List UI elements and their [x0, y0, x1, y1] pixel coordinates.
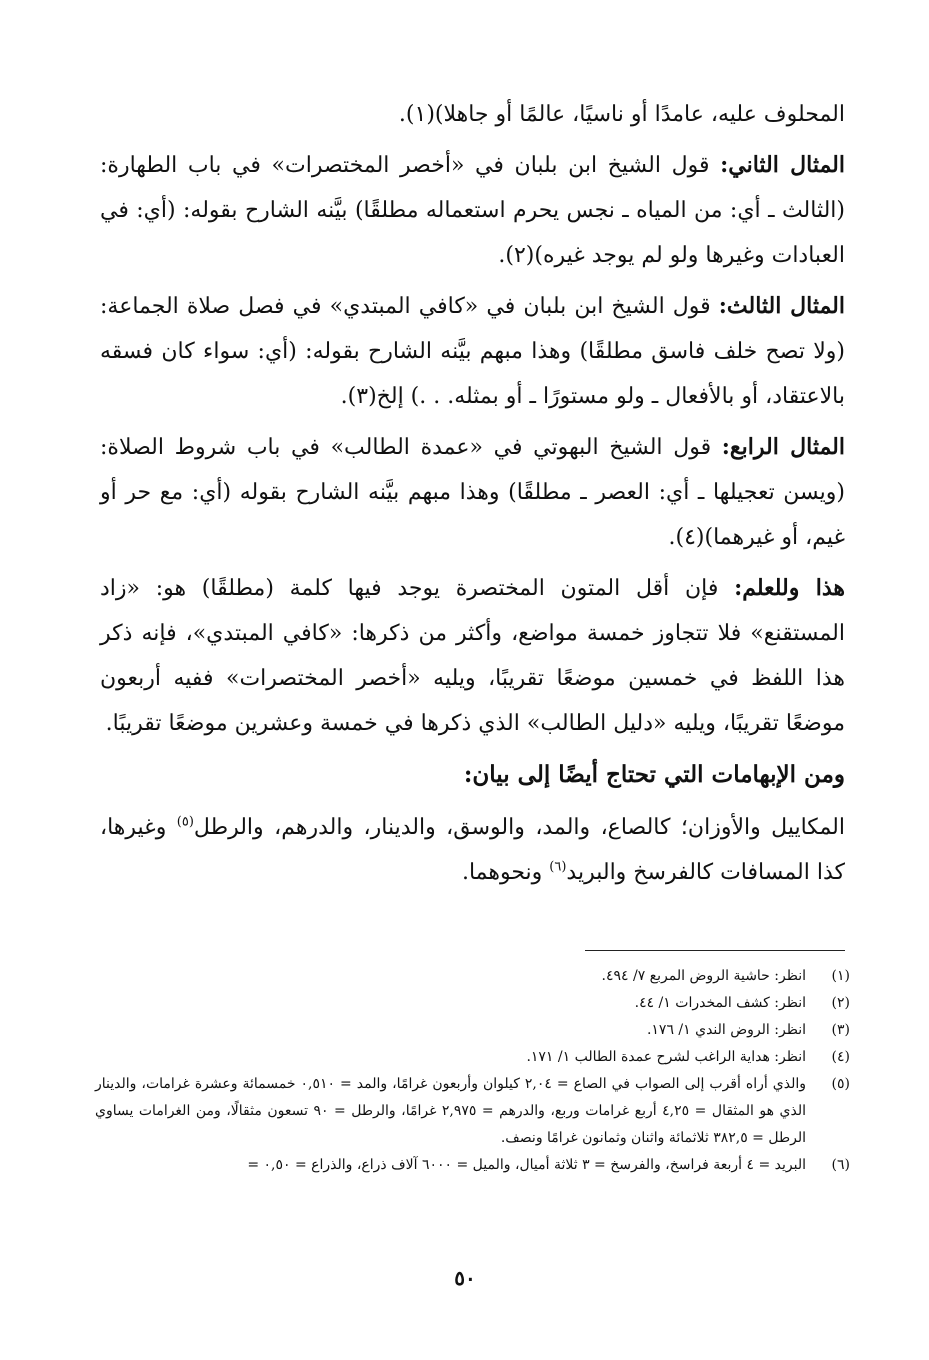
footnote-text: انظر: حاشية الروض المربع ٧/ ٤٩٤. — [601, 968, 806, 984]
footnote-divider — [585, 950, 845, 951]
footnote-text: انظر: الروض الندي ١/ ١٧٦. — [646, 1022, 806, 1038]
note-text: فإن أقل المتون المختصرة يوجد فيها كلمة (مطلقًا) هو: «زاد المستقنع» فلا تتجاوز خمسة مواضع، وأكثر من ذكرها: «كافي المبتدي»، فإنه ذكر هذا اللفظ في خمسين موضعًا تقريبًا، ويليه «أخصر المختصرات» ففيه أربعون موضعًا تقريبًا، ويليه «دليل الطالب» الذي ذكرها في خمسة وعشرين موضعًا تقريبًا. — [100, 576, 845, 736]
footnote-1 — [95, 963, 850, 990]
footnote-5 — [95, 1071, 850, 1152]
measures-text-c: ونحوهما. — [461, 860, 550, 885]
example-2-text: قول الشيخ ابن بلبان في «أخصر المختصرات» في باب الطهارة: (الثالث ـ أي: من المياه ـ نجس يحرم استعماله مطلقًا) بيَّنه الشارح بقوله: (أي: في العبادات وغيرها ولو لم يوجد غيره)(٢). — [100, 153, 845, 268]
paragraph-example-2 — [100, 143, 845, 278]
example-4-lead: المثال الرابع: — [721, 434, 846, 460]
paragraph-note — [100, 566, 845, 746]
footnote-number: (٤) — [831, 1049, 850, 1065]
footnotes — [95, 963, 850, 1179]
footnote-2 — [95, 990, 850, 1017]
paragraph-example-3 — [100, 284, 845, 419]
footnote-number: (٦) — [831, 1157, 850, 1173]
paragraph-example-4 — [100, 425, 845, 560]
footnote-ref-6[interactable]: (٦) — [549, 859, 567, 875]
footnote-number: (٣) — [831, 1022, 850, 1038]
measures-text-a: المكاييل والأوزان؛ كالصاع، والمد، والوسق، والدينار، والدرهم، والرطل — [193, 815, 845, 840]
section-heading: ومن الإبهامات التي تحتاج أيضًا إلى بيان: — [463, 761, 845, 788]
paragraph-1-text: المحلوف عليه، عامدًا أو ناسيًا، عالمًا أو جاهلا)(١). — [398, 102, 845, 127]
note-lead: هذا وللعلم: — [734, 575, 845, 601]
example-4-text: قول الشيخ البهوتي في «عمدة الطالب» في باب شروط الصلاة: (ويسن تعجيلها ـ أي: العصر ـ مطلقًا) وهذا مبهم بيَّنه الشارح بقوله (أي: مع حر أو غيم، أو غيرهما)(٤). — [100, 435, 845, 550]
example-3-text: قول الشيخ ابن بلبان في «كافي المبتدي» في فصل صلاة الجماعة: (ولا تصح خلف فاسق مطلقًا) وهذا مبهم بيَّنه الشارح بقوله: (أي: سواء كان فسقه بالاعتقاد، أو بالأفعال ـ ولو مستورًا ـ أو بمثله. . .) إلخ(٣). — [100, 294, 845, 409]
footnote-number: (٢) — [831, 995, 850, 1011]
footnote-text: والذي أراه أقرب إلى الصواب في الصاع = ٢,٠٤ كيلوان وأربعون غرامًا، والمد = ٠,٥١٠ خمسمائة وعشرة غرامات، والدينار الذي هو المثقال = ٤,٢٥ أربع غرامات وربع، والدرهم = ٢,٩٧٥ غرامًا، والرطل = ٩٠ تسعون مثقالًا، ومن الغرامات يساوي الرطل = ٣٨٢,٥ ثلاثمائة واثنان وثمانون غرامًا ونصف. — [95, 1076, 806, 1146]
page-body — [100, 92, 845, 901]
footnote-text: انظر: كشف المخدرات ١/ ٤٤. — [634, 995, 806, 1011]
footnote-text: البريد = ٤ أربعة فراسخ، والفرسخ = ٣ ثلاثة أميال، والميل = ٦٠٠٠ آلاف ذراع، والذراع = ٠,٥٠ = — [247, 1157, 806, 1173]
footnote-text: انظر: هداية الراغب لشرح عمدة الطالب ١/ ١٧١. — [526, 1049, 806, 1065]
footnote-number: (٥) — [831, 1076, 850, 1092]
page-number: ٥٠ — [454, 1266, 476, 1290]
footnote-3 — [95, 1017, 850, 1044]
measures-text-b: وغيرها، كذا المسافات كالفرسخ والبريد — [100, 815, 845, 885]
example-2-lead: المثال الثاني: — [720, 152, 846, 178]
footnote-6 — [95, 1152, 850, 1179]
footnote-number: (١) — [831, 968, 850, 984]
footnote-ref-5[interactable]: (٥) — [176, 814, 194, 830]
paragraph-1 — [100, 92, 845, 137]
example-3-lead: المثال الثالث: — [718, 293, 845, 319]
footnote-4 — [95, 1044, 850, 1071]
paragraph-measures — [100, 805, 845, 895]
